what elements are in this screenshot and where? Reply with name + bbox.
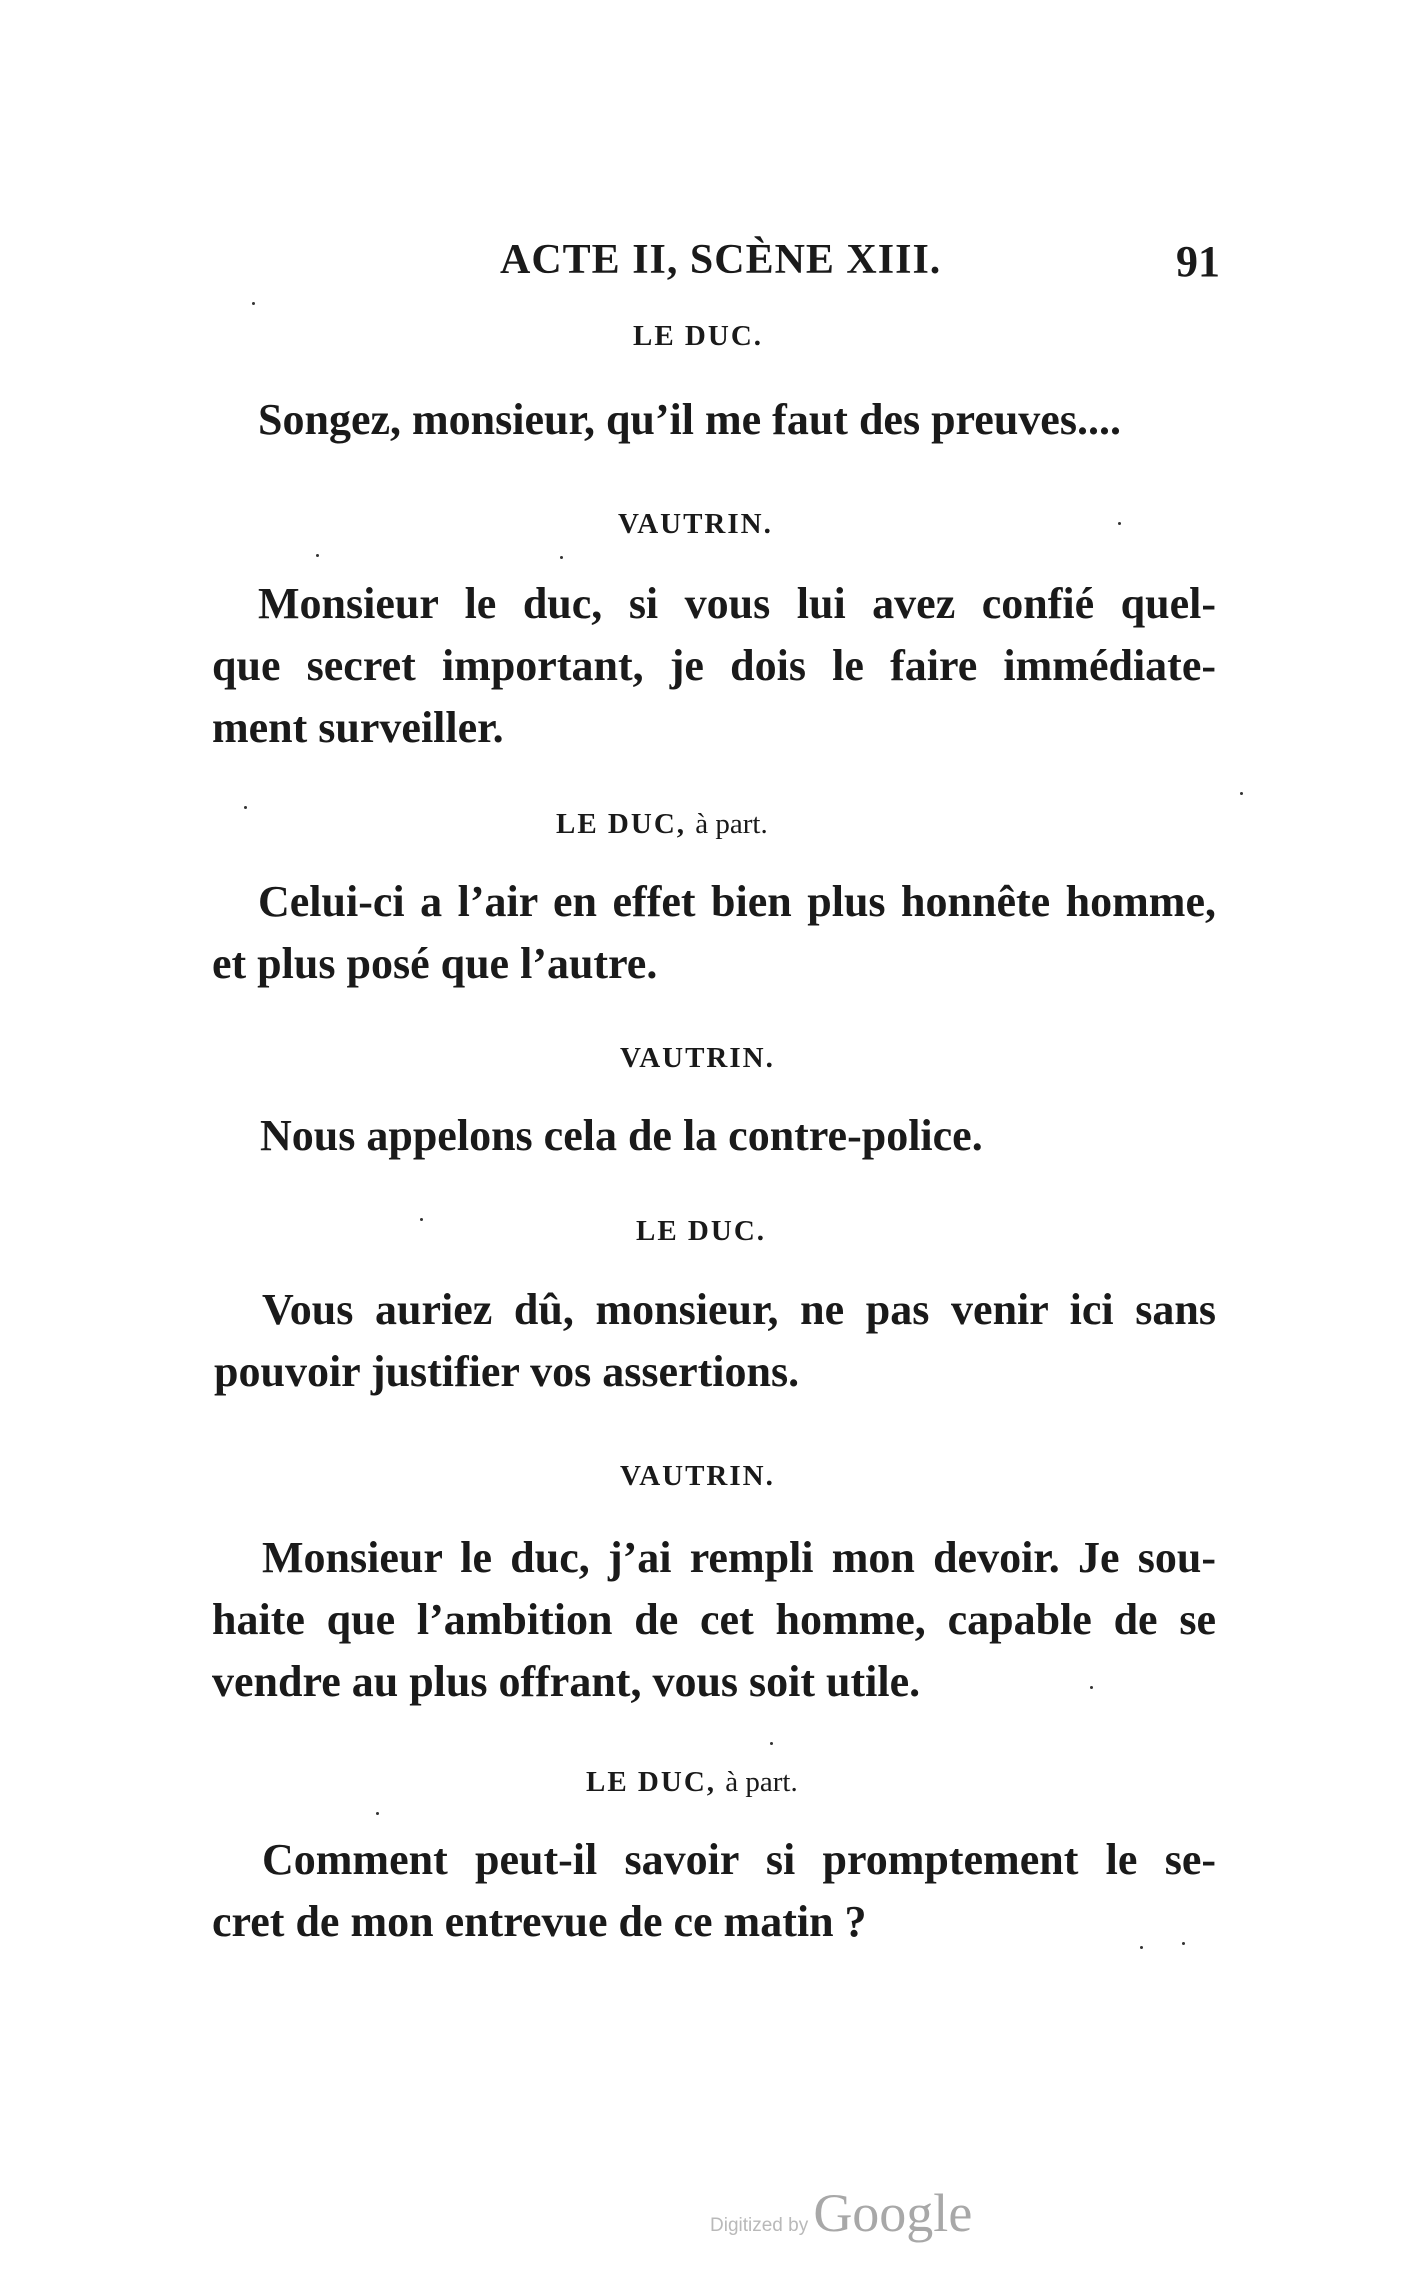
speaker-name [586, 1766, 798, 1799]
dialogue-line: vendre au plus offrant, vous soit utile. [212, 1657, 921, 1706]
scan-speck [1240, 792, 1243, 795]
speaker-label: LE DUC, [586, 1766, 717, 1798]
dialogue-line: ment surveiller. [212, 703, 504, 752]
speaker-name [633, 320, 763, 353]
speaker-label: LE DUC, [556, 808, 687, 840]
stage-direction: à part. [695, 808, 768, 840]
dialogue-line: Monsieur le duc, j’ai rempli mon devoir. Je sou- [262, 1533, 1216, 1582]
speaker-label: VAUTRIN. [620, 1042, 775, 1074]
page-number: 91 [1176, 237, 1220, 286]
running-header: ACTE II, SCÈNE XIII. [500, 237, 942, 283]
dialogue-line: Nous appelons cela de la contre-police. [260, 1111, 983, 1160]
speaker-label: LE DUC. [636, 1215, 767, 1247]
google-logo: Google [813, 2183, 973, 2243]
dialogue-line: et plus posé que l’autre. [212, 939, 658, 988]
dialogue-line: haite que l’ambition de cet homme, capable de se [212, 1595, 1216, 1644]
scan-speck [316, 554, 319, 557]
dialogue-line: Songez, monsieur, qu’il me faut des preuves.... [258, 395, 1121, 444]
speaker-name [556, 808, 768, 841]
scan-speck [770, 1742, 773, 1745]
watermark-prefix: Digitized by [710, 2215, 809, 2236]
scan-speck [252, 302, 255, 305]
scan-speck [1140, 1946, 1143, 1949]
dialogue-line: que secret important, je dois le faire immédiate- [212, 641, 1216, 690]
scan-speck [1182, 1942, 1185, 1945]
speaker-label: VAUTRIN. [618, 508, 773, 540]
speaker-label: VAUTRIN. [620, 1460, 775, 1492]
stage-direction: à part. [725, 1766, 798, 1798]
speaker-label: LE DUC. [633, 320, 764, 352]
speaker-name [636, 1215, 766, 1248]
dialogue-line: Celui-ci a l’air en effet bien plus honnête homme, [258, 877, 1216, 926]
dialogue-line: cret de mon entrevue de ce matin ? [212, 1897, 867, 1946]
scan-speck [1118, 522, 1121, 525]
speaker-name [620, 1460, 775, 1493]
speaker-name [618, 508, 773, 541]
scan-speck [1090, 1686, 1093, 1689]
digitization-watermark [710, 2182, 972, 2244]
dialogue-line: Vous auriez dû, monsieur, ne pas venir ici sans [262, 1285, 1216, 1334]
scan-speck [560, 556, 563, 559]
scan-speck [420, 1218, 423, 1221]
dialogue-line: Monsieur le duc, si vous lui avez confié quel- [258, 579, 1216, 628]
scan-speck [376, 1812, 379, 1815]
scan-speck [244, 806, 247, 809]
dialogue-line: Comment peut-il savoir si promptement le se- [262, 1835, 1216, 1884]
speaker-name [620, 1042, 775, 1075]
dialogue-line: pouvoir justifier vos assertions. [214, 1347, 800, 1396]
